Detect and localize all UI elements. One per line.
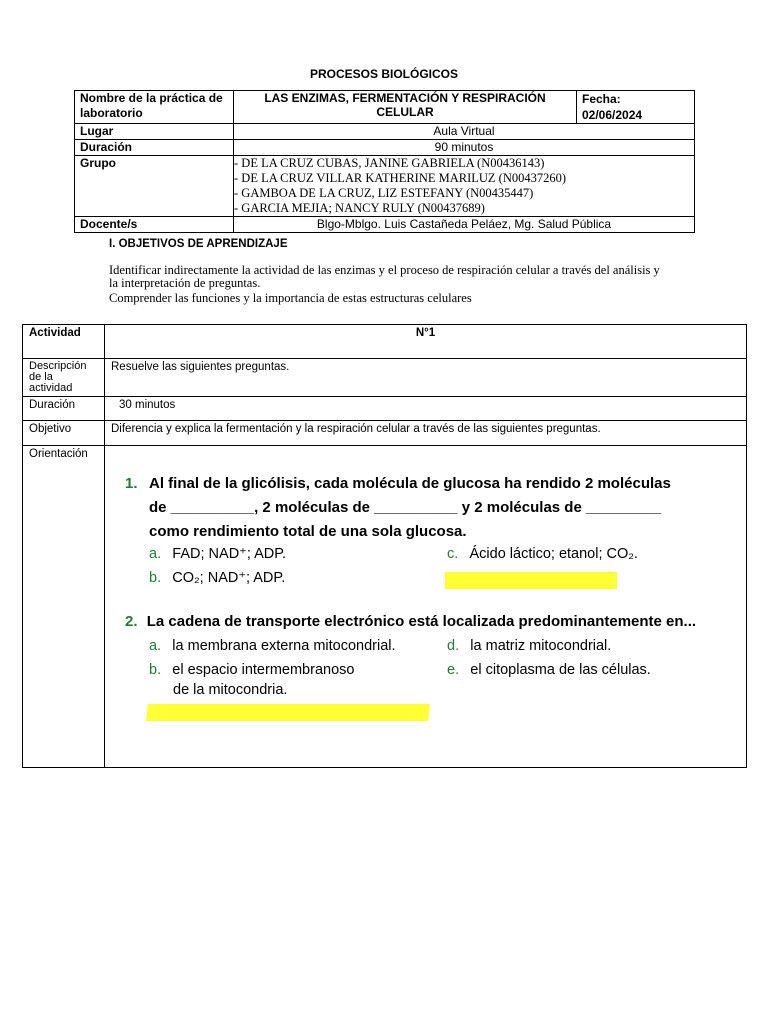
- highlight-mark: [445, 572, 617, 589]
- header-table: [74, 90, 695, 233]
- place-value: Aula Virtual: [234, 124, 695, 140]
- question-line: Al final de la glicólisis, cada molécula de glucosa ha rendido 2 moléculas: [149, 475, 671, 492]
- objective-paragraph: Identificar indirectamente la actividad de las enzimas y el proceso de respiración celular a través del análisis y la interpretación de preguntas.: [109, 263, 660, 290]
- option-row: [149, 662, 354, 678]
- option-text: el espacio intermembranoso: [172, 662, 355, 678]
- date-cell: [577, 91, 695, 124]
- option-row: [149, 570, 285, 586]
- option-letter: e.: [447, 662, 460, 678]
- description-value: Resuelve las siguientes preguntas.: [105, 359, 747, 397]
- option-letter: d.: [447, 638, 460, 654]
- document-title: PROCESOS BIOLÓGICOS: [309, 67, 459, 81]
- question-line: La cadena de transporte electrónico está localizada predominantemente en...: [146, 613, 697, 630]
- option-row: [447, 546, 638, 562]
- group-label: Grupo: [75, 156, 234, 217]
- activity-table: [22, 324, 747, 768]
- group-member: - GAMBOA DE LA CRUZ, LIZ ESTEFANY (N00435447): [234, 186, 534, 200]
- question-line: de __________, 2 moléculas de __________ y 2 moléculas de _________: [149, 499, 662, 516]
- option-row: [149, 638, 396, 654]
- option-text: la membrana externa mitocondrial.: [172, 638, 396, 654]
- option-text: la matriz mitocondrial.: [470, 638, 612, 654]
- description-label: Descripción de la actividad: [23, 359, 105, 397]
- objective-label: Objetivo: [23, 421, 105, 446]
- practice-label: Nombre de la práctica de laboratorio: [75, 91, 234, 124]
- option-row: [447, 638, 611, 654]
- option-row: [149, 546, 286, 562]
- activity-label: Actividad: [23, 325, 105, 359]
- option-text: el citoplasma de las células.: [470, 662, 651, 678]
- question-number: 2.: [125, 613, 138, 630]
- place-label: Lugar: [75, 124, 234, 140]
- objectives-heading: I. OBJETIVOS DE APRENDIZAJE: [109, 238, 288, 250]
- group-members: [234, 156, 695, 217]
- teacher-value: Blgo-Mblgo. Luis Castañeda Peláez, Mg. Salud Pública: [234, 217, 695, 233]
- option-letter: b.: [149, 570, 162, 586]
- option-letter: c.: [447, 546, 459, 562]
- group-member: - GARCIA MEJIA; NANCY RULY (N00437689): [234, 201, 485, 215]
- orientation-label: Orientación: [23, 446, 105, 768]
- question-2-title: [125, 610, 745, 634]
- option-text: CO₂; NAD⁺; ADP.: [172, 570, 286, 586]
- question-line: como rendimiento total de una sola glucosa.: [149, 523, 467, 540]
- objective-value: Diferencia y explica la fermentación y la respiración celular a través de las siguientes preguntas.: [105, 421, 747, 446]
- date-value: 02/06/2024: [582, 108, 643, 122]
- group-member: - DE LA CRUZ VILLAR KATHERINE MARILUZ (N00437260): [234, 171, 567, 185]
- date-label: Fecha:: [582, 92, 621, 106]
- objectives-text: [109, 264, 669, 305]
- question-number: 1.: [125, 475, 138, 492]
- activity-duration-label: Duración: [23, 397, 105, 421]
- objective-paragraph: Comprender las funciones y la importancia de estas estructuras celulares: [109, 291, 472, 305]
- option-letter: a.: [149, 546, 162, 562]
- activity-duration-value: 30 minutos: [105, 397, 747, 421]
- highlight-mark: [146, 704, 430, 721]
- option-text: Ácido láctico; etanol; CO₂.: [469, 546, 638, 562]
- option-text: FAD; NAD⁺; ADP.: [172, 546, 287, 562]
- duration-label: Duración: [75, 140, 234, 156]
- teacher-label: Docente/s: [75, 217, 234, 233]
- option-letter: b.: [149, 662, 162, 678]
- option-continuation: de la mitocondria.: [173, 682, 288, 698]
- activity-value: N°1: [105, 325, 747, 359]
- duration-value: 90 minutos: [234, 140, 695, 156]
- option-row: [447, 662, 651, 678]
- group-member: - DE LA CRUZ CUBAS, JANINE GABRIELA (N00436143): [234, 156, 545, 170]
- practice-value: LAS ENZIMAS, FERMENTACIÓN Y RESPIRACIÓN CELULAR: [234, 91, 577, 124]
- question-1: [125, 472, 725, 544]
- option-letter: a.: [149, 638, 162, 654]
- orientation-content: [105, 446, 747, 768]
